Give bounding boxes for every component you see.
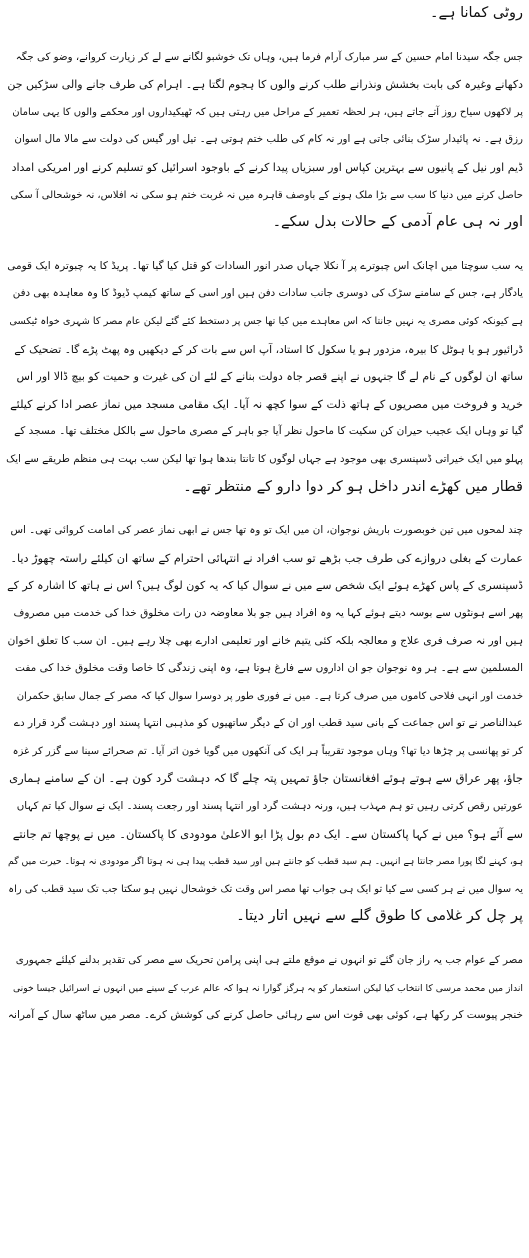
text-line: دکھانے وغیرہ کی بابت بخشش ونذرانے طلب کرنے والوں کا ہجوم لگتا ہے۔ اہرام کی طرف جانے والی سڑکیں جن	[7, 78, 523, 92]
text-line: عبدالناصر نے تو اس جماعت کے بانی سید قطب اور ان کے دیگر ساتھیوں کو مذہبی انتہا پسند اور دہشت گرد قرار دے	[13, 717, 523, 730]
text-line: خدمت اور انہی فلاحی کاموں میں صرف کرتا ہے۔ میں نے فوری طور پر دوسرا سوال کیا کہ مصر کے جمال سابق حکمران	[16, 690, 523, 702]
text-line: ساتھ ان لوگوں کے نام لے گا جنہوں نے اپنے قصر جاہ دولت بنانے کے لئے ان کی غیرت و حمیت کو بیچ ڈالا اور اس	[16, 370, 523, 384]
text-line: خنجر پیوست کر رکھا ہے، کوئی بھی قوت اس سے رہائی حاصل کرنے کی کوشش کرے۔ مصر میں ساٹھ سال کے آمرانہ	[7, 1009, 523, 1022]
text-line: المسلمین سے ہے۔ ہر وہ نوجوان جو ان اداروں سے فارغ ہوتا ہے، وہ اپنی زندگی کا خاصا وقت مخلوق خدا کی مفت	[15, 662, 523, 675]
text-line: مصر کے عوام جب یہ راز جان گئے تو انہوں نے موقع ملتے ہی اپنی پرامن تحریک سے مصر کی تقدیر بدلنے کیلئے جمہوری	[15, 954, 523, 966]
text-line: یادگار ہے، جس کے سامنے سڑک کی دوسری جانب سادات دفن ہیں اور اسی کے ساتھ کیمپ ڈیوڈ کا وہ معاہدہ بھی دفن	[12, 287, 523, 300]
text-line: چند لمحوں میں تین خوبصورت باریش نوجوان، ان میں ایک تو وہ تھا جس نے ابھی نماز عصر کی امامت کروائی تھی۔ اس	[10, 524, 523, 537]
text-line: اور نہ ہی عام آدمی کے حالات بدل سکے۔	[272, 214, 523, 231]
text-line: پھر اسے ہونٹوں سے بوسہ دیتے ہوئے کہا یہ وہ افراد ہیں جو بلا معاوضہ دن رات مخلوق خدا کی خدمت میں مصروف	[13, 606, 523, 619]
text-line: ڈیم اور نیل کے پانیوں سے بہترین کپاس اور سبزیاں پیدا کرنے کے باوجود اسرائیل کو تسلیم کرنے اور امریکی امداد	[11, 160, 523, 174]
text-line: ہیں اور نہ صرف فری علاج و معالجہ بلکہ کئی یتیم خانے اور تعلیمی ادارے بھی چلا رہے ہیں۔ ان سب کا تعلق اخوان	[7, 634, 523, 648]
text-line: حاصل کرنے میں دنیا کا سب سے بڑا ملک ہونے کے باوصف قاہرہ میں نہ غربت ختم ہو سکی نہ افلاس، نہ خوشحالی آ سکی	[10, 189, 523, 201]
text-line: عورتیں رقص کرتی رہیں تو ہم مہذب ہیں، ورنہ دہشت گرد اور انتہا پسند اور رجعت پسند۔ ایک نے سوال کیا تم کہاں	[16, 800, 523, 813]
text-line: کر تو پھانسی پر چڑھا دیا تھا؟ وہاں موجود تقریباً ہر ایک کی آنکھوں میں گویا خون اتر آیا۔ تم صحرائے سینا سے گزر کر غزہ	[12, 745, 523, 757]
paragraph	[6, 0, 523, 28]
text-line: روٹی کمانا ہے۔	[430, 5, 523, 21]
paragraph-gap	[6, 501, 523, 517]
text-line: پر چل کر غلامی کا طوق گلے سے نہیں اتار دیتا۔	[236, 908, 523, 925]
text-line: ڈسپنسری کے پاس کھڑے ہوئے ایک شخص سے میں نے سوال کیا کہ یہ کون لوگ ہیں؟ اس نے ہاتھ کا اشارہ کر کے	[7, 579, 523, 593]
text-line: یہ سب سوچتا میں اچانک اس چبوترے پر آ نکلا جہاں صدر انور السادات کو قتل کیا گیا تھا۔ پریڈ کا یہ چبوترہ ایک قومی	[7, 259, 523, 272]
text-line: پہلو میں ایک خیراتی ڈسپنسری بھی موجود ہے جہاں لوگوں کا تانتا بندھا ہوا تھا لیکن سب بہت ہی منظم طریقے سے ایک	[6, 452, 523, 465]
paragraph-gap	[6, 237, 523, 253]
text-line: پر لاکھوں سیاح روز آتے جاتے ہیں، ہر لحظہ تعمیر کے مراحل میں رہتی ہیں کہ ٹھیکیداروں اور محکمے والوں کا یہی سامان	[12, 106, 523, 118]
text-line: خرید و فروخت میں مصریوں کے ہاتھ ذلت کے سوا کچھ نہ آیا۔ ایک مقامی مسجد میں نماز عصر ادا کرنے کیلئے	[10, 397, 523, 411]
paragraph	[6, 947, 523, 1030]
paragraph	[6, 517, 523, 931]
text-line: ہے کیونکہ کوئی مصری یہ نہیں جانتا کہ اس معاہدے میں کیا تھا جس پر دستخط کئے گئے لیکن عام مصر کا شہری خواہ ٹیکسی	[9, 315, 523, 327]
text-line: رزق ہے۔ نہ پائیدار سڑک بنائی جاتی ہے اور نہ کام کی طلب ختم ہوتی ہے۔ تیل اور گیس کی دولت سے مالا مال اسوان	[14, 133, 523, 146]
text-line: یہ سوال میں نے ہر کسی سے کیا تو ایک ہی جواب تھا مصر اس وقت تک خوشحال نہیں ہو سکتا جب تک سید قطب کی راہ	[8, 883, 523, 895]
text-line: عمارت کے بغلی دروازے کی طرف جب بڑھے تو سب افراد نے انتہائی احترام کے ساتھ ان کیلئے راستہ چھوڑ دیا۔	[10, 551, 523, 565]
text-line: گیا تو وہاں ایک عجیب حیران کن سکیت کا ماحول نظر آیا جو باہر کے مصری ماحول سے بالکل مختلف تھا۔ مسجد کے	[14, 425, 523, 438]
text-line: سے آئے ہو؟ میں نے کہا پاکستان سے۔ ایک دم بول پڑا ابو الاعلیٰ مودودی کا پاکستان۔ میں نے پوچھا تم جانتے	[12, 826, 523, 841]
article-page	[6, 0, 523, 1030]
paragraph	[6, 44, 523, 237]
paragraph-gap	[6, 28, 523, 44]
text-line: ہو، کہنے لگا پورا مصر جانتا ہے انہیں۔ ہم سید قطب کو جانتے ہیں اور سید قطب پیدا ہی نہ ہوتا اگر مودودی نہ ہوتا۔ حیرت میں گم	[8, 856, 523, 868]
paragraph-gap	[6, 931, 523, 947]
paragraph	[6, 253, 523, 501]
text-line: جاؤ، پھر عراق سے ہوتے ہوئے افغانستان جاؤ تمہیں پتہ چلے گا کہ دہشت گرد کون ہے۔ ان کے سامنے ہماری	[9, 771, 523, 786]
text-line: جس جگہ سیدنا امام حسین کے سر مبارک آرام فرما ہیں، وہاں تک خوشبو لگانے سے لے کر زیارت کروانے، وضو کی جگہ	[15, 50, 523, 63]
text-line: قطار میں کھڑے اندر داخل ہو کر دوا دارو کے منتظر تھے۔	[183, 478, 523, 495]
text-line: انداز میں محمد مرسی کا انتخاب کیا لیکن استعمار کو یہ ہرگز گوارا نہ ہوا کہ عالم عرب کے سینے میں انہوں نے اسرائیل جیسا خونی	[12, 982, 523, 994]
text-line: ڈرائیور ہو یا ہوٹل کا بیرہ، مزدور ہو یا سکول کا استاد، آپ اس سے بات کر کے دیکھیں وہ پھٹ پڑے گا۔ تضحیک کے	[14, 342, 523, 356]
